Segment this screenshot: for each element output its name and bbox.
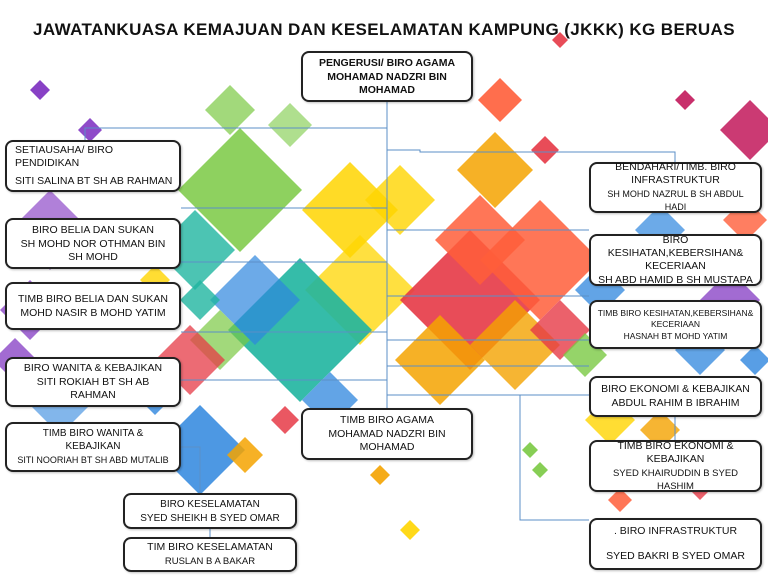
- node-chairman-role: PENGERUSI/ BIRO AGAMA: [318, 56, 456, 69]
- chart-title: JAWATANKUASA KEMAJUAN DAN KESELAMATAN KAMPUNG (JKKK) KG BERUAS: [33, 20, 735, 39]
- node-economy-role: BIRO EKONOMI & KEBAJIKAN: [601, 383, 750, 395]
- node-religion-deputy-name: MOHAMAD NADZRI BIN MOHAMAD: [328, 428, 446, 453]
- background-diamond: [271, 406, 299, 434]
- background-diamond: [478, 78, 522, 122]
- node-women-deputy-role: TIMB BIRO WANITA & KEBAJIKAN: [42, 428, 144, 452]
- node-economy: [589, 376, 762, 417]
- node-secretary-role: SETIAUSAHA/ BIRO PENDIDIKAN: [15, 144, 114, 169]
- node-secretary: [5, 140, 181, 192]
- node-economy-name: ABDUL RAHIM B IBRAHIM: [611, 397, 740, 409]
- node-youth: [5, 218, 181, 269]
- node-health-deputy-name: HASNAH BT MOHD YATIM: [623, 330, 728, 341]
- node-women: [5, 357, 181, 407]
- node-secretary-name: SITI SALINA BT SH AB RAHMAN: [15, 175, 173, 187]
- node-treasurer-name: SH MOHD NAZRUL B SH ABDUL HADI: [607, 189, 744, 212]
- node-safety-deputy-role: TIM BIRO KESELAMATAN: [147, 541, 273, 553]
- node-health: [589, 234, 762, 286]
- node-women-deputy-name: SITI NOORIAH BT SH ABD MUTALIB: [17, 455, 169, 465]
- node-infrastructure-name: SYED BAKRI B SYED OMAR: [606, 550, 745, 562]
- background-diamond: [180, 280, 220, 320]
- background-diamond: [370, 465, 390, 485]
- node-treasurer-role: BENDAHARI/TIMB. BIRO INFRASTRUKTUR: [615, 161, 736, 186]
- background-diamond: [30, 80, 50, 100]
- node-treasurer: [589, 162, 762, 213]
- node-infrastructure: [589, 518, 762, 570]
- node-youth-deputy-name: MOHD NASIR B MOHD YATIM: [20, 306, 166, 319]
- node-economy-deputy-role: TIMB BIRO EKONOMI & KEBAJIKAN: [617, 439, 734, 465]
- node-economy-deputy: [589, 440, 762, 492]
- node-safety-deputy-name: RUSLAN B A BAKAR: [164, 556, 256, 567]
- background-diamond: [78, 118, 102, 142]
- node-women-deputy: [5, 422, 181, 472]
- node-safety: [123, 493, 297, 529]
- node-youth-deputy: [5, 282, 181, 330]
- node-youth-name: SH MOHD NOR OTHMAN BIN SH MOHD: [20, 237, 166, 263]
- node-health-role: BIRO KESIHATAN,KEBERSIHAN& KECERIAAN: [607, 233, 744, 272]
- node-health-name: SH ABD HAMID B SH MUSTAPA: [598, 273, 753, 286]
- background-diamond: [457, 132, 533, 208]
- node-women-role: BIRO WANITA & KEBAJIKAN: [23, 362, 163, 374]
- background-diamond: [531, 136, 559, 164]
- node-infrastructure-role: . BIRO INFRASTRUKTUR: [613, 525, 738, 537]
- node-chairman: [301, 51, 473, 102]
- node-safety-name: SYED SHEIKH B SYED OMAR: [140, 512, 280, 524]
- node-women-name: SITI ROKIAH BT SH AB RAHMAN: [36, 376, 150, 401]
- node-religion-deputy-role: TIMB BIRO AGAMA: [340, 414, 434, 426]
- node-religion-deputy: [301, 408, 473, 460]
- background-diamond: [720, 100, 768, 160]
- node-youth-deputy-role: TIMB BIRO BELIA DAN SUKAN: [18, 292, 168, 305]
- node-safety-deputy: [123, 537, 297, 572]
- node-health-deputy-role: TIMB BIRO KESIHATAN,KEBERSIHAN& KECERIAAN: [597, 307, 754, 329]
- background-diamond: [532, 462, 548, 478]
- node-economy-deputy-name: SYED KHAIRUDDIN B SYED HASHIM: [612, 467, 739, 492]
- node-safety-role: BIRO KESELAMATAN: [160, 498, 260, 510]
- background-diamond: [268, 103, 312, 147]
- background-diamond: [740, 345, 768, 375]
- node-chairman-name: MOHAMAD NADZRI BIN MOHAMAD: [327, 70, 447, 96]
- background-diamond: [675, 90, 695, 110]
- node-health-deputy: [589, 300, 762, 349]
- background-diamond: [400, 520, 420, 540]
- background-diamond: [522, 442, 538, 458]
- node-youth-role: BIRO BELIA DAN SUKAN: [32, 223, 154, 236]
